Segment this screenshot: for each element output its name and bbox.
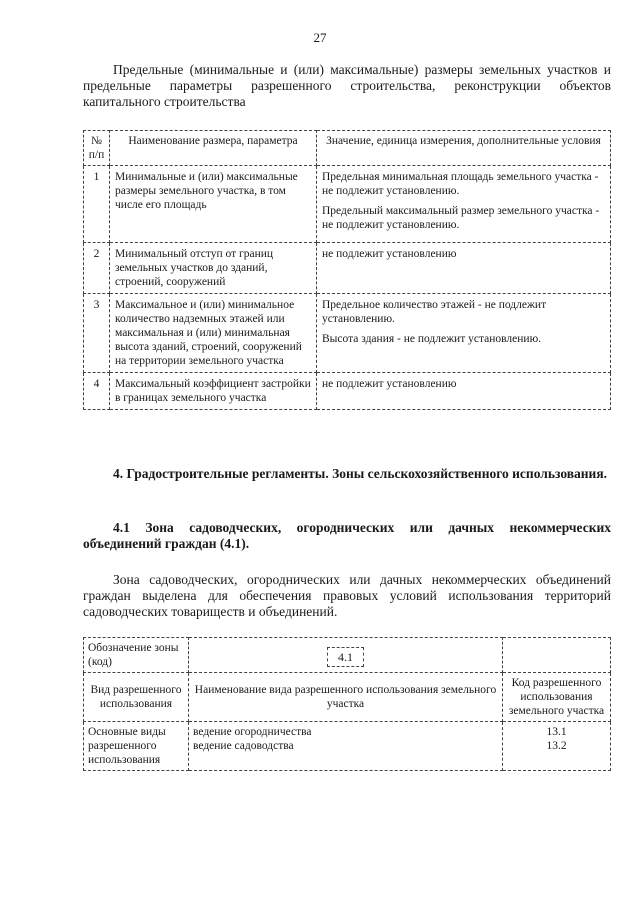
table-row <box>84 243 611 294</box>
row-number: 1 <box>84 166 110 243</box>
row-number: 4 <box>84 373 110 410</box>
table-row <box>84 373 611 410</box>
zone-col-code: Код разрешенного использования земельного участка <box>503 673 611 722</box>
table-row <box>84 294 611 373</box>
intro-paragraph: Предельные (минимальные и (или) максимальные) размеры земельных участков и предельные параметры разрешенного строительства, реконструкции объектов капитального строительства <box>83 62 611 109</box>
zone-code: 4.1 <box>327 647 364 667</box>
zone-item-name: ведение огородничества <box>193 726 312 738</box>
zone-item-code: 13.2 <box>546 740 567 752</box>
row-value-line: Высота здания - не подлежит установлению. <box>322 333 542 345</box>
zone-item-names <box>189 722 503 771</box>
row-name: Минимальные и (или) максимальные размеры земельного участка, в том числе его площадь <box>110 166 317 243</box>
row-number: 3 <box>84 294 110 373</box>
zone-description: Зона садоводческих, огороднических или дачных некоммерческих объединений граждан выделена для обеспечения правовых условий использования территорий садоводческих товариществ и объединений. <box>83 572 611 619</box>
zone-label: Обозначение зоны (код) <box>84 638 189 673</box>
zone-item-code: 13.1 <box>546 726 567 738</box>
table-header-row <box>84 131 611 166</box>
page-number: 27 <box>313 30 327 45</box>
row-value-line: не подлежит установлению <box>322 378 457 390</box>
zone-header-row <box>84 673 611 722</box>
row-value-line: не подлежит установлению <box>322 248 457 260</box>
table-row <box>84 166 611 243</box>
row-value-line: Предельное количество этажей - не подлежит установлению. <box>322 299 547 325</box>
zone-col-kind: Вид разрешенного использования <box>84 673 189 722</box>
header-name: Наименование размера, параметра <box>110 131 317 166</box>
parameters-table <box>83 130 611 410</box>
row-name: Максимальное и (или) минимальное количество надземных этажей или максимальная и (или) минимальная высота зданий, строений, сооружений на территории земельного участка <box>110 294 317 373</box>
zone-code-row <box>84 638 611 673</box>
zone-table <box>83 637 611 771</box>
zone-col-name: Наименование вида разрешенного использования земельного участка <box>189 673 503 722</box>
section-heading-4: 4. Градостроительные регламенты. Зоны сельскохозяйственного использования. <box>113 466 608 481</box>
zone-row-label: Основные виды разрешенного использования <box>84 722 189 771</box>
header-number: № п/п <box>84 131 110 166</box>
row-value <box>317 243 611 294</box>
row-value-line: Предельный максимальный размер земельного участка - не подлежит установлению. <box>322 205 600 231</box>
row-value <box>317 294 611 373</box>
row-value-line: Предельная минимальная площадь земельного участка - не подлежит установлению. <box>322 171 599 197</box>
row-name: Минимальный отступ от границ земельных участков до зданий, строений, сооружений <box>110 243 317 294</box>
zone-item-name: ведение садоводства <box>193 740 294 752</box>
empty-cell <box>503 638 611 673</box>
zone-item-codes <box>503 722 611 771</box>
row-value <box>317 373 611 410</box>
row-value <box>317 166 611 243</box>
header-value: Значение, единица измерения, дополнительные условия <box>317 131 611 166</box>
zone-items-row <box>84 722 611 771</box>
section-heading-4-1: 4.1 Зона садоводческих, огороднических или дачных некоммерческих объединений граждан (4.1). <box>83 520 611 551</box>
zone-code-cell <box>189 638 503 673</box>
row-number: 2 <box>84 243 110 294</box>
row-name: Максимальный коэффициент застройки в границах земельного участка <box>110 373 317 410</box>
